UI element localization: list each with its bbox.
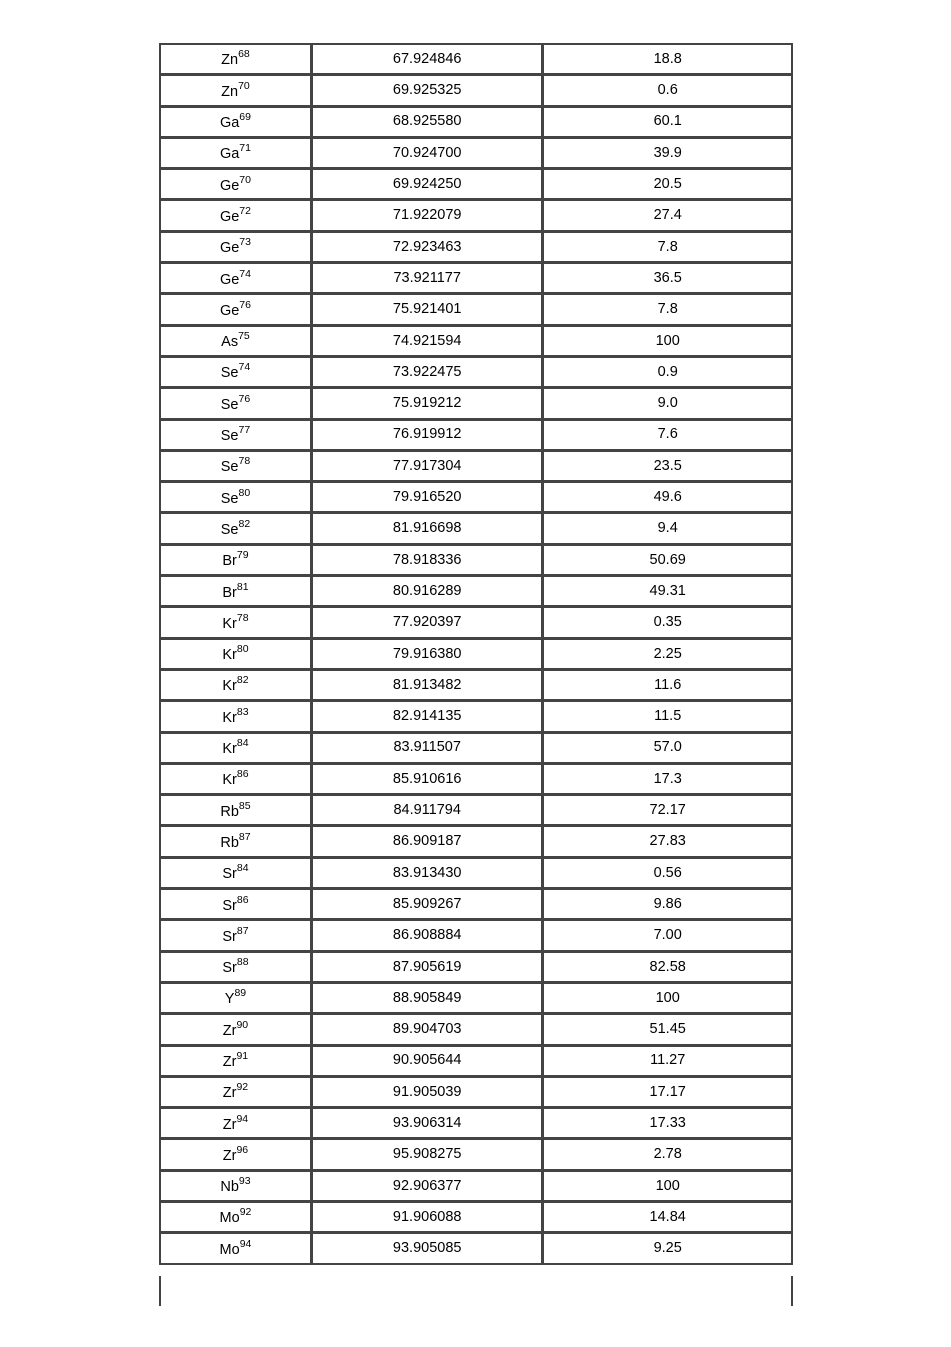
mass-number: 92 xyxy=(236,1081,249,1094)
mass-number: 68 xyxy=(238,48,250,61)
isotope-cell xyxy=(160,1139,312,1170)
abundance-cell: 9.25 xyxy=(543,1233,793,1264)
mass-number: 75 xyxy=(238,330,250,343)
table-row xyxy=(160,138,793,169)
table-row xyxy=(160,858,793,889)
element-symbol: Nb xyxy=(220,1179,239,1195)
atomic-mass-cell: 73.922475 xyxy=(312,357,543,388)
table-row xyxy=(160,513,793,544)
element-symbol: Ge xyxy=(219,240,240,257)
element-symbol: Se xyxy=(220,490,239,507)
mass-number: 74 xyxy=(238,361,251,374)
abundance-cell: 9.86 xyxy=(543,889,793,920)
mass-number: 86 xyxy=(236,768,249,781)
abundance-cell: 17.3 xyxy=(543,764,793,795)
element-symbol: Ga xyxy=(219,146,240,163)
mass-number: 94 xyxy=(239,1237,252,1250)
element-symbol: Kr xyxy=(222,740,237,757)
atomic-mass-cell: 91.906088 xyxy=(312,1202,543,1233)
table-row xyxy=(160,701,793,732)
mass-number: 88 xyxy=(236,956,249,969)
abundance-cell: 0.56 xyxy=(543,858,793,889)
mass-number: 89 xyxy=(234,987,247,1000)
atomic-mass-cell: 85.910616 xyxy=(312,764,543,795)
element-symbol: Kr xyxy=(222,678,237,695)
atomic-mass-cell: 77.917304 xyxy=(312,451,543,482)
table-row xyxy=(160,764,793,795)
isotope-cell xyxy=(160,1108,312,1139)
mass-number: 92 xyxy=(239,1206,252,1219)
element-symbol: Zn xyxy=(221,52,239,69)
atomic-mass-cell: 78.918336 xyxy=(312,545,543,576)
isotope-cell xyxy=(160,576,312,607)
table-row xyxy=(160,420,793,451)
atomic-mass-cell: 67.924846 xyxy=(312,44,543,75)
table-row xyxy=(160,670,793,701)
atomic-mass-cell: 82.914135 xyxy=(312,701,543,732)
mass-number: 84 xyxy=(236,862,249,875)
mass-number: 91 xyxy=(236,1049,249,1062)
mass-number: 82 xyxy=(236,674,249,687)
isotope-cell xyxy=(160,639,312,670)
abundance-cell: 100 xyxy=(543,983,793,1014)
element-symbol: Zr xyxy=(222,1116,237,1133)
atomic-mass-cell: 91.905039 xyxy=(312,1077,543,1108)
atomic-mass-cell: 83.911507 xyxy=(312,733,543,764)
abundance-cell: 23.5 xyxy=(543,451,793,482)
atomic-mass-cell: 68.925580 xyxy=(312,107,543,138)
table-row xyxy=(160,733,793,764)
element-symbol: Sr xyxy=(222,959,237,976)
mass-number: 79 xyxy=(236,549,249,562)
isotope-table xyxy=(159,43,793,1265)
abundance-cell: 50.69 xyxy=(543,545,793,576)
table-row xyxy=(160,826,793,857)
table-row xyxy=(160,952,793,983)
table-row xyxy=(160,1171,793,1202)
element-symbol: Ge xyxy=(219,302,240,319)
atomic-mass-cell: 71.922079 xyxy=(312,200,543,231)
element-symbol: Sr xyxy=(222,897,237,914)
mass-number: 70 xyxy=(238,79,250,92)
mass-number: 77 xyxy=(238,424,251,437)
abundance-cell: 11.27 xyxy=(543,1046,793,1077)
isotope-cell xyxy=(160,326,312,357)
isotope-cell xyxy=(160,983,312,1014)
table-row xyxy=(160,357,793,388)
isotope-table-body xyxy=(160,44,793,1265)
mass-number: 93 xyxy=(238,1175,251,1188)
table-row xyxy=(160,607,793,638)
mass-number: 76 xyxy=(239,298,251,311)
atomic-mass-cell: 90.905644 xyxy=(312,1046,543,1077)
element-symbol: Kr xyxy=(222,709,237,726)
element-symbol: Kr xyxy=(222,646,237,663)
isotope-cell xyxy=(160,138,312,169)
mass-number: 78 xyxy=(238,455,251,468)
isotope-cell xyxy=(160,294,312,325)
table-row xyxy=(160,1233,793,1264)
atomic-mass-cell: 93.905085 xyxy=(312,1233,543,1264)
table-row xyxy=(160,44,793,75)
mass-number: 78 xyxy=(236,611,249,624)
abundance-cell: 7.00 xyxy=(543,920,793,951)
mass-number: 70 xyxy=(239,173,251,186)
table-row xyxy=(160,1202,793,1233)
table-row xyxy=(160,639,793,670)
mass-number: 84 xyxy=(236,737,249,750)
mass-number: 81 xyxy=(236,580,249,593)
isotope-cell xyxy=(160,1046,312,1077)
atomic-mass-cell: 83.913430 xyxy=(312,858,543,889)
isotope-cell xyxy=(160,482,312,513)
isotope-cell xyxy=(160,826,312,857)
abundance-cell: 51.45 xyxy=(543,1014,793,1045)
isotope-cell xyxy=(160,357,312,388)
abundance-cell: 9.0 xyxy=(543,388,793,419)
table-row xyxy=(160,545,793,576)
table-row xyxy=(160,263,793,294)
mass-number: 82 xyxy=(238,517,251,530)
element-symbol: Zr xyxy=(222,1085,237,1102)
abundance-cell: 11.6 xyxy=(543,670,793,701)
isotope-cell xyxy=(160,795,312,826)
abundance-cell: 0.35 xyxy=(543,607,793,638)
isotope-cell xyxy=(160,1233,312,1264)
abundance-cell: 2.78 xyxy=(543,1139,793,1170)
abundance-cell: 18.8 xyxy=(543,44,793,75)
isotope-cell xyxy=(160,545,312,576)
element-symbol: Zr xyxy=(222,1147,237,1164)
mass-number: 87 xyxy=(236,924,249,937)
mass-number: 69 xyxy=(239,111,251,124)
atomic-mass-cell: 70.924700 xyxy=(312,138,543,169)
atomic-mass-cell: 72.923463 xyxy=(312,232,543,263)
atomic-mass-cell: 86.908884 xyxy=(312,920,543,951)
abundance-cell: 82.58 xyxy=(543,952,793,983)
mass-number: 85 xyxy=(238,799,251,812)
abundance-cell: 57.0 xyxy=(543,733,793,764)
table-row xyxy=(160,1046,793,1077)
table-continuation xyxy=(159,1276,793,1306)
table-row xyxy=(160,200,793,231)
isotope-cell xyxy=(160,44,312,75)
atomic-mass-cell: 76.919912 xyxy=(312,420,543,451)
element-symbol: Se xyxy=(220,459,239,476)
element-symbol: Se xyxy=(220,521,239,538)
mass-number: 90 xyxy=(236,1018,249,1031)
element-symbol: Sr xyxy=(222,866,237,883)
element-symbol: Ge xyxy=(219,271,240,288)
atomic-mass-cell: 69.924250 xyxy=(312,169,543,200)
element-symbol: Rb xyxy=(220,834,239,851)
abundance-cell: 0.6 xyxy=(543,75,793,106)
table-row xyxy=(160,889,793,920)
isotope-cell xyxy=(160,920,312,951)
element-symbol: Rb xyxy=(220,803,239,820)
isotope-cell xyxy=(160,107,312,138)
element-symbol: Zr xyxy=(222,1053,237,1070)
isotope-cell xyxy=(160,670,312,701)
isotope-cell xyxy=(160,607,312,638)
element-symbol: Ge xyxy=(219,177,240,194)
abundance-cell: 100 xyxy=(543,326,793,357)
isotope-cell xyxy=(160,232,312,263)
element-symbol: Se xyxy=(220,365,239,382)
isotope-cell xyxy=(160,263,312,294)
atomic-mass-cell: 69.925325 xyxy=(312,75,543,106)
atomic-mass-cell: 74.921594 xyxy=(312,326,543,357)
mass-number: 86 xyxy=(236,893,249,906)
element-symbol: Mo xyxy=(219,1210,240,1227)
mass-number: 72 xyxy=(239,204,251,217)
isotope-cell xyxy=(160,169,312,200)
mass-number: 74 xyxy=(239,267,251,280)
isotope-cell xyxy=(160,733,312,764)
mass-number: 80 xyxy=(236,643,249,656)
table-row xyxy=(160,795,793,826)
isotope-cell xyxy=(160,200,312,231)
abundance-cell: 14.84 xyxy=(543,1202,793,1233)
isotope-cell xyxy=(160,420,312,451)
element-symbol: Sr xyxy=(222,928,237,945)
table-row xyxy=(160,576,793,607)
atomic-mass-cell: 92.906377 xyxy=(312,1171,543,1202)
isotope-table-container xyxy=(159,43,793,1265)
element-symbol: Zr xyxy=(222,1022,237,1039)
mass-number: 87 xyxy=(238,830,251,843)
isotope-cell xyxy=(160,75,312,106)
mass-number: 96 xyxy=(236,1143,249,1156)
atomic-mass-cell: 79.916380 xyxy=(312,639,543,670)
element-symbol: Se xyxy=(220,396,239,413)
abundance-cell: 7.6 xyxy=(543,420,793,451)
element-symbol: Mo xyxy=(219,1241,240,1258)
isotope-cell xyxy=(160,764,312,795)
abundance-cell: 49.6 xyxy=(543,482,793,513)
table-row xyxy=(160,920,793,951)
atomic-mass-cell: 88.905849 xyxy=(312,983,543,1014)
atomic-mass-cell: 81.916698 xyxy=(312,513,543,544)
mass-number: 73 xyxy=(239,236,251,249)
mass-number: 76 xyxy=(238,392,251,405)
abundance-cell: 39.9 xyxy=(543,138,793,169)
table-row xyxy=(160,1108,793,1139)
isotope-cell xyxy=(160,858,312,889)
element-symbol: Ge xyxy=(219,208,240,225)
abundance-cell: 9.4 xyxy=(543,513,793,544)
abundance-cell: 11.5 xyxy=(543,701,793,732)
isotope-cell xyxy=(160,1171,312,1202)
abundance-cell: 36.5 xyxy=(543,263,793,294)
abundance-cell: 100 xyxy=(543,1171,793,1202)
element-symbol: As xyxy=(221,333,239,350)
table-row xyxy=(160,983,793,1014)
atomic-mass-cell: 93.906314 xyxy=(312,1108,543,1139)
abundance-cell: 20.5 xyxy=(543,169,793,200)
table-row xyxy=(160,1139,793,1170)
table-row xyxy=(160,232,793,263)
table-row xyxy=(160,169,793,200)
abundance-cell: 7.8 xyxy=(543,294,793,325)
isotope-cell xyxy=(160,451,312,482)
element-symbol: Kr xyxy=(222,772,237,789)
isotope-cell xyxy=(160,952,312,983)
element-symbol: Br xyxy=(222,553,237,570)
abundance-cell: 49.31 xyxy=(543,576,793,607)
table-row xyxy=(160,1077,793,1108)
atomic-mass-cell: 89.904703 xyxy=(312,1014,543,1045)
element-symbol: Y xyxy=(224,991,235,1008)
atomic-mass-cell: 80.916289 xyxy=(312,576,543,607)
isotope-cell xyxy=(160,1202,312,1233)
atomic-mass-cell: 81.913482 xyxy=(312,670,543,701)
abundance-cell: 17.17 xyxy=(543,1077,793,1108)
abundance-cell: 72.17 xyxy=(543,795,793,826)
table-row xyxy=(160,1014,793,1045)
atomic-mass-cell: 77.920397 xyxy=(312,607,543,638)
abundance-cell: 7.8 xyxy=(543,232,793,263)
element-symbol: Ga xyxy=(219,114,240,131)
abundance-cell: 0.9 xyxy=(543,357,793,388)
abundance-cell: 17.33 xyxy=(543,1108,793,1139)
mass-number: 80 xyxy=(238,486,251,499)
isotope-cell xyxy=(160,1077,312,1108)
mass-number: 94 xyxy=(236,1112,249,1125)
mass-number: 83 xyxy=(236,705,249,718)
table-row xyxy=(160,75,793,106)
mass-number: 71 xyxy=(239,142,251,155)
atomic-mass-cell: 87.905619 xyxy=(312,952,543,983)
isotope-cell xyxy=(160,701,312,732)
abundance-cell: 27.4 xyxy=(543,200,793,231)
abundance-cell: 27.83 xyxy=(543,826,793,857)
element-symbol: Br xyxy=(222,584,237,601)
table-row xyxy=(160,451,793,482)
element-symbol: Se xyxy=(220,427,239,444)
atomic-mass-cell: 73.921177 xyxy=(312,263,543,294)
isotope-cell xyxy=(160,388,312,419)
atomic-mass-cell: 86.909187 xyxy=(312,826,543,857)
table-row xyxy=(160,388,793,419)
atomic-mass-cell: 84.911794 xyxy=(312,795,543,826)
isotope-cell xyxy=(160,1014,312,1045)
isotope-cell xyxy=(160,889,312,920)
element-symbol: Kr xyxy=(222,615,237,632)
table-row xyxy=(160,107,793,138)
table-row xyxy=(160,482,793,513)
table-row xyxy=(160,294,793,325)
table-row xyxy=(160,326,793,357)
atomic-mass-cell: 85.909267 xyxy=(312,889,543,920)
abundance-cell: 60.1 xyxy=(543,107,793,138)
element-symbol: Zn xyxy=(221,83,239,100)
atomic-mass-cell: 79.916520 xyxy=(312,482,543,513)
atomic-mass-cell: 75.921401 xyxy=(312,294,543,325)
atomic-mass-cell: 95.908275 xyxy=(312,1139,543,1170)
abundance-cell: 2.25 xyxy=(543,639,793,670)
isotope-cell xyxy=(160,513,312,544)
atomic-mass-cell: 75.919212 xyxy=(312,388,543,419)
